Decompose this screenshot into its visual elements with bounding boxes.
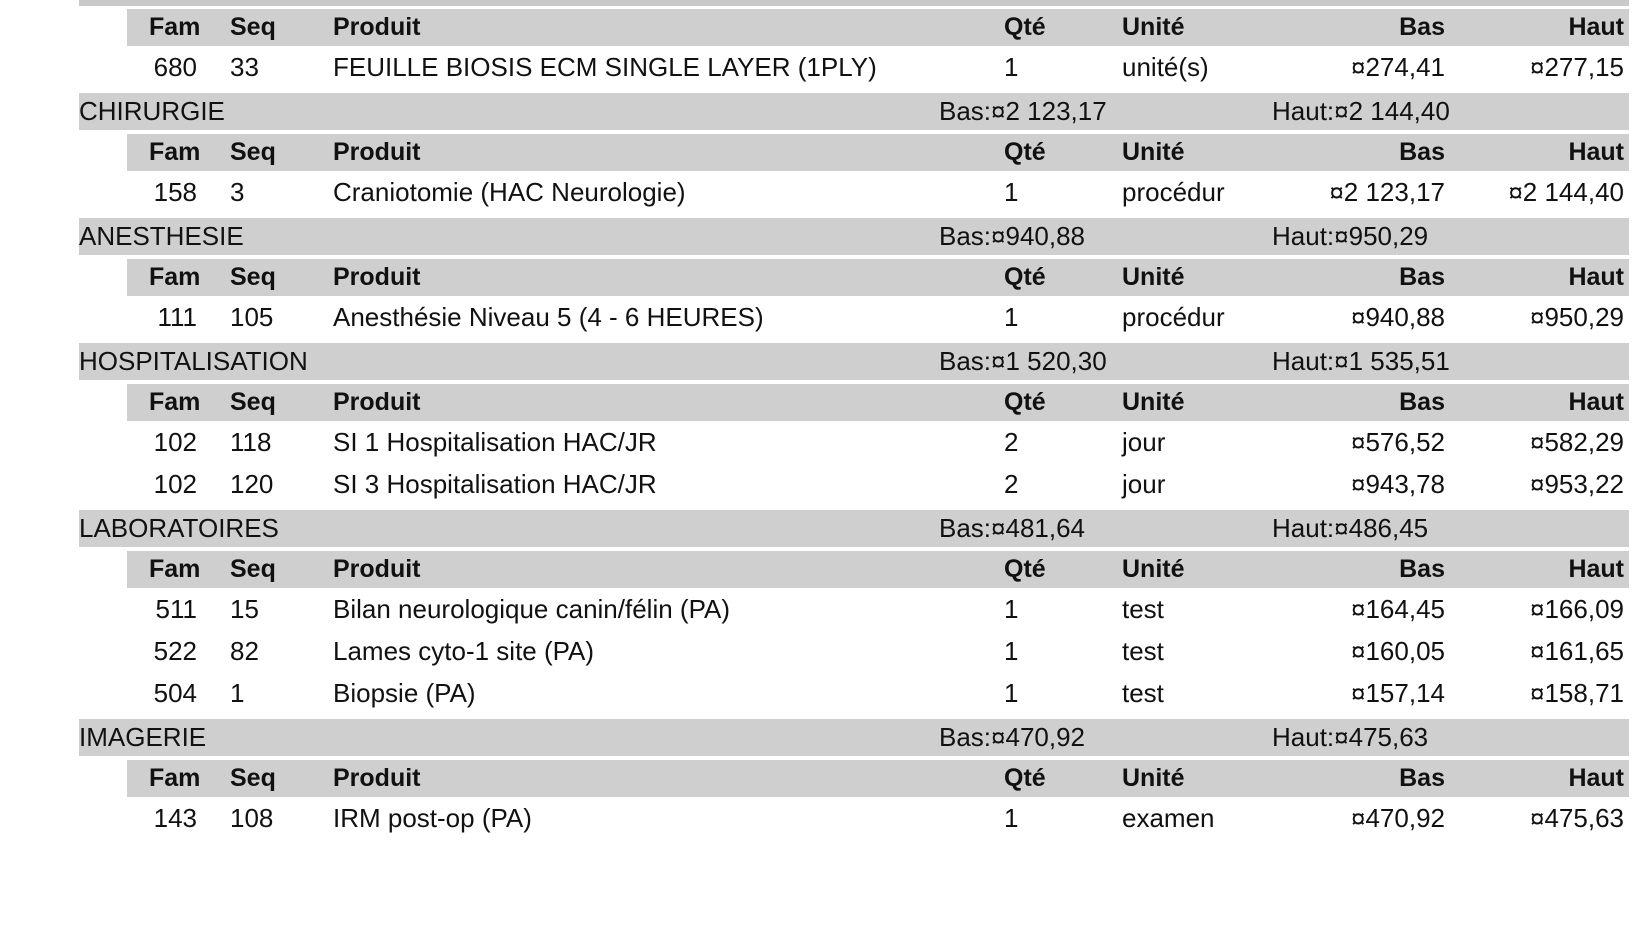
column-header-bas: Bas: [1399, 138, 1445, 166]
section-haut-total: Haut:¤950,29: [1272, 221, 1429, 251]
column-header-unite: Unité: [1122, 555, 1185, 583]
column-header-bas: Bas: [1399, 263, 1445, 291]
section-title: LABORATOIRES: [79, 513, 279, 543]
cell-seq: 105: [230, 302, 274, 332]
cell-produit: Lames cyto-1 site (PA): [333, 636, 595, 666]
column-header-qte: Qté: [1004, 263, 1046, 291]
column-header-seq: Seq: [230, 555, 276, 583]
column-header-seq: Seq: [230, 138, 276, 166]
column-header-produit: Produit: [333, 263, 421, 291]
column-header-unite: Unité: [1122, 138, 1185, 166]
column-header-row: [127, 9, 1629, 46]
column-header-haut: Haut: [1568, 263, 1624, 291]
table-row: [0, 797, 1652, 839]
cell-fam: 522: [153, 636, 197, 666]
cell-fam: 504: [153, 678, 197, 708]
cell-haut: ¤158,71: [1530, 678, 1624, 708]
column-header-unite: Unité: [1122, 764, 1185, 792]
column-header-produit: Produit: [333, 13, 421, 41]
cell-bas: ¤274,41: [1351, 52, 1445, 82]
cell-qte: 1: [1004, 52, 1019, 82]
cell-seq: 108: [230, 803, 274, 833]
cell-bas: ¤470,92: [1351, 803, 1445, 833]
cell-qte: 1: [1004, 803, 1019, 833]
cell-fam: 111: [157, 302, 197, 332]
section-header: [79, 510, 1629, 547]
cell-bas: ¤576,52: [1351, 427, 1445, 457]
column-header-produit: Produit: [333, 764, 421, 792]
column-header-fam: Fam: [149, 138, 201, 166]
cell-haut: ¤166,09: [1530, 594, 1624, 624]
cell-seq: 120: [230, 469, 274, 499]
section-haut-total: Haut:¤475,63: [1272, 722, 1429, 752]
section-header: [79, 719, 1629, 756]
column-header-fam: Fam: [149, 764, 201, 792]
column-header-haut: Haut: [1568, 555, 1624, 583]
table-row: [0, 296, 1652, 338]
column-header-row: [127, 259, 1629, 296]
cell-unite: unité(s): [1122, 52, 1209, 82]
section-haut-total: Haut:¤2 144,40: [1272, 96, 1450, 126]
section-title: HOSPITALISATION: [79, 346, 308, 376]
cell-seq: 33: [230, 52, 259, 82]
section-title: IMAGERIE: [79, 722, 207, 752]
column-header-unite: Unité: [1122, 13, 1185, 41]
cell-unite: test: [1122, 678, 1164, 708]
cell-fam: 102: [153, 427, 197, 457]
section-header: [79, 343, 1629, 380]
column-header-qte: Qté: [1004, 764, 1046, 792]
section-bas-total: Bas:¤470,92: [939, 722, 1086, 752]
cell-produit: Craniotomie (HAC Neurologie): [333, 177, 686, 207]
column-header-produit: Produit: [333, 138, 421, 166]
cell-produit: Biopsie (PA): [333, 678, 476, 708]
cell-haut: ¤475,63: [1530, 803, 1624, 833]
cell-haut: ¤277,15: [1530, 52, 1624, 82]
column-header-bas: Bas: [1399, 388, 1445, 416]
cell-fam: 158: [153, 177, 197, 207]
cell-qte: 2: [1004, 427, 1019, 457]
column-header-row: [127, 134, 1629, 171]
cell-unite: jour: [1122, 427, 1166, 457]
cell-haut: ¤953,22: [1530, 469, 1624, 499]
cell-produit: FEUILLE BIOSIS ECM SINGLE LAYER (1PLY): [333, 52, 877, 82]
column-header-haut: Haut: [1568, 388, 1624, 416]
section-title: ANESTHESIE: [79, 221, 244, 251]
table-row: [0, 463, 1652, 505]
column-header-qte: Qté: [1004, 13, 1046, 41]
cell-qte: 1: [1004, 636, 1019, 666]
table-row: [0, 421, 1652, 463]
cell-haut: ¤161,65: [1530, 636, 1624, 666]
cell-seq: 118: [230, 427, 272, 457]
cell-unite: test: [1122, 636, 1164, 666]
section-bas-total: Bas:¤481,64: [939, 513, 1086, 543]
cell-haut: ¤950,29: [1530, 302, 1624, 332]
cell-produit: IRM post-op (PA): [333, 803, 532, 833]
cell-bas: ¤157,14: [1351, 678, 1445, 708]
column-header-fam: Fam: [149, 555, 201, 583]
cell-haut: ¤582,29: [1530, 427, 1624, 457]
section-haut-total: Haut:¤1 535,51: [1272, 346, 1450, 376]
cell-seq: 82: [230, 636, 259, 666]
cell-seq: 3: [230, 177, 245, 207]
column-header-row: [127, 551, 1629, 588]
cell-unite: jour: [1122, 469, 1166, 499]
cell-produit: SI 3 Hospitalisation HAC/JR: [333, 469, 657, 499]
column-header-produit: Produit: [333, 555, 421, 583]
column-header-unite: Unité: [1122, 388, 1185, 416]
table-row: [0, 171, 1652, 213]
column-header-seq: Seq: [230, 13, 276, 41]
cell-produit: SI 1 Hospitalisation HAC/JR: [333, 427, 657, 457]
cell-unite: procédur: [1122, 302, 1225, 332]
table-row: [0, 672, 1652, 714]
cell-bas: ¤164,45: [1351, 594, 1445, 624]
section-bas-total: Bas:¤940,88: [939, 221, 1086, 251]
cell-unite: procédur: [1122, 177, 1225, 207]
column-header-qte: Qté: [1004, 388, 1046, 416]
cell-produit: Anesthésie Niveau 5 (4 - 6 HEURES): [333, 302, 764, 332]
column-header-row: [127, 384, 1629, 421]
table-row: [0, 588, 1652, 630]
cell-qte: 1: [1004, 177, 1019, 207]
cell-fam: 680: [153, 52, 197, 82]
cell-unite: test: [1122, 594, 1164, 624]
column-header-haut: Haut: [1568, 138, 1624, 166]
column-header-seq: Seq: [230, 388, 276, 416]
cell-fam: 102: [153, 469, 197, 499]
cell-bas: ¤940,88: [1351, 302, 1445, 332]
column-header-qte: Qté: [1004, 138, 1046, 166]
cell-fam: 143: [153, 803, 197, 833]
table-row: [0, 46, 1652, 88]
column-header-fam: Fam: [149, 13, 201, 41]
cell-fam: 511: [155, 594, 197, 624]
column-header-qte: Qté: [1004, 555, 1046, 583]
section-header: [79, 218, 1629, 255]
table-row: [0, 630, 1652, 672]
section-bas-total: Bas:¤2 123,17: [939, 96, 1107, 126]
cell-bas: ¤160,05: [1351, 636, 1445, 666]
column-header-unite: Unité: [1122, 263, 1185, 291]
column-header-bas: Bas: [1399, 555, 1445, 583]
cell-produit: Bilan neurologique canin/félin (PA): [333, 594, 730, 624]
column-header-produit: Produit: [333, 388, 421, 416]
cell-qte: 2: [1004, 469, 1019, 499]
column-header-haut: Haut: [1568, 13, 1624, 41]
section-bas-total: Bas:¤1 520,30: [939, 346, 1107, 376]
cell-qte: 1: [1004, 302, 1019, 332]
section-title: CHIRURGIE: [79, 96, 225, 126]
cell-seq: 15: [230, 594, 259, 624]
cell-bas: ¤943,78: [1351, 469, 1445, 499]
cell-qte: 1: [1004, 594, 1019, 624]
column-header-row: [127, 760, 1629, 797]
column-header-fam: Fam: [149, 388, 201, 416]
column-header-haut: Haut: [1568, 764, 1624, 792]
estimate-report: [0, 9, 1652, 839]
cell-qte: 1: [1004, 678, 1019, 708]
section-haut-total: Haut:¤486,45: [1272, 513, 1429, 543]
column-header-bas: Bas: [1399, 764, 1445, 792]
cell-seq: 1: [230, 678, 245, 708]
column-header-bas: Bas: [1399, 13, 1445, 41]
column-header-seq: Seq: [230, 263, 276, 291]
column-header-fam: Fam: [149, 263, 201, 291]
section-header: [79, 93, 1629, 130]
cell-haut: ¤2 144,40: [1508, 177, 1624, 207]
column-header-seq: Seq: [230, 764, 276, 792]
cell-unite: examen: [1122, 803, 1215, 833]
cell-bas: ¤2 123,17: [1329, 177, 1445, 207]
